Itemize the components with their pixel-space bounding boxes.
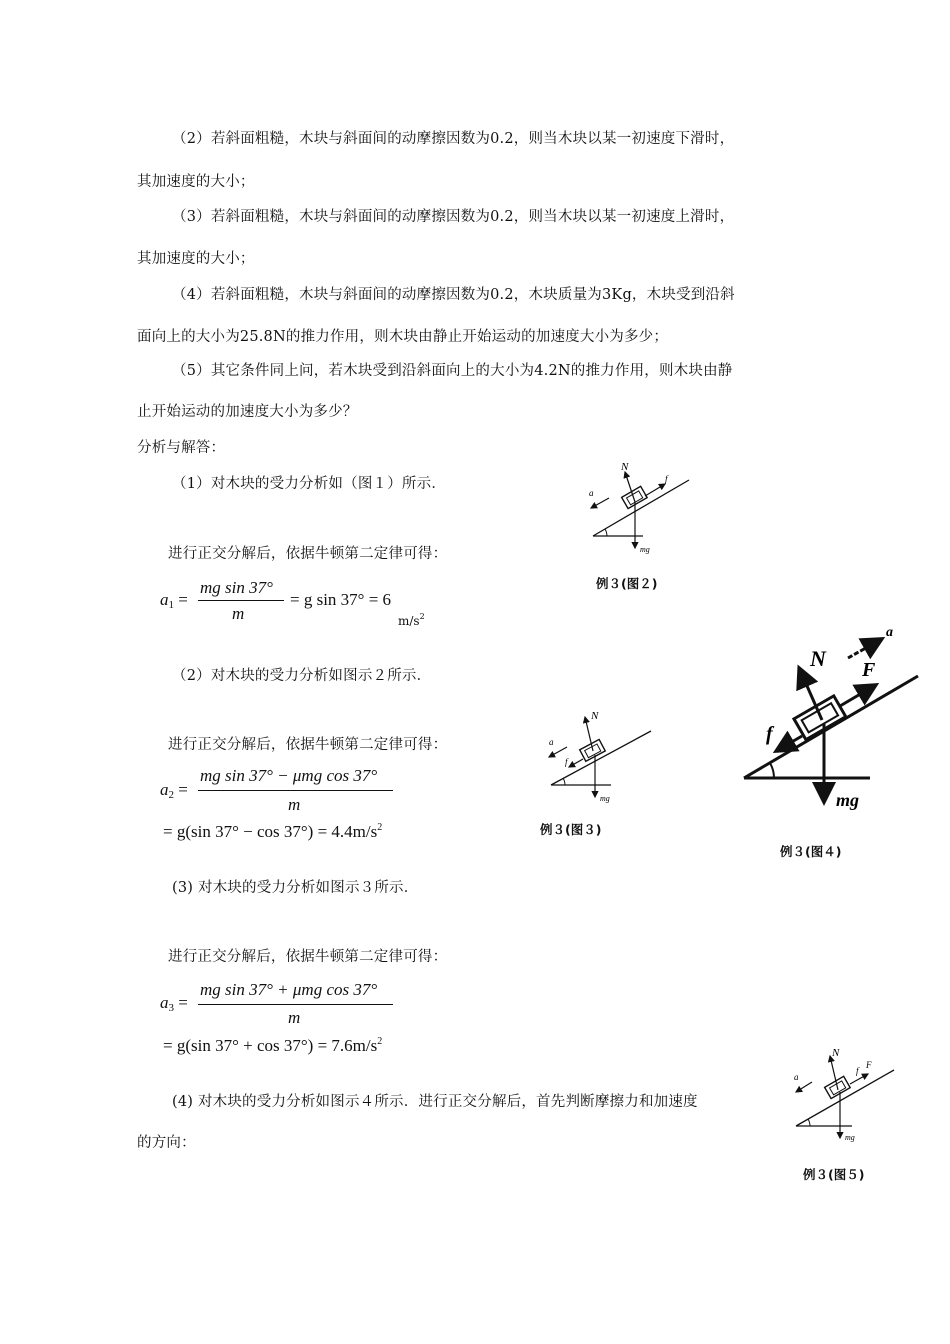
- figure-4-diagram: [740, 625, 930, 820]
- section-4-line2: 的方向：: [137, 1135, 196, 1151]
- analysis-heading: 分析与解答：: [137, 440, 226, 456]
- formula-a2-lhs: a: [160, 780, 169, 799]
- section-2-text: 进行正交分解后，依据牛顿第二定律可得：: [168, 737, 448, 753]
- formula-a3-sub: 3: [168, 1002, 174, 1014]
- figure-5-label-F: F: [866, 1060, 872, 1070]
- section-3-text: 进行正交分解后，依据牛顿第二定律可得：: [168, 949, 448, 965]
- figure-5-label-mg: mg: [845, 1133, 855, 1142]
- formula-a3-result-sup: 2: [377, 1036, 383, 1047]
- figure-3-diagram: [543, 705, 663, 805]
- formula-a1-sub: 1: [168, 599, 174, 611]
- formula-a1-unit: m/s: [398, 614, 420, 628]
- figure-2-label-N: N: [621, 461, 629, 473]
- section-2-intro: （2）对木块的受力分析如图示２所示．: [172, 668, 432, 684]
- figure-5-caption: 例３(图５): [803, 1167, 865, 1182]
- figure-3-label-f: f: [565, 757, 568, 767]
- figure-3-label-N: N: [591, 710, 599, 722]
- formula-a1-fraction-bar: [198, 600, 284, 601]
- figure-2-label-a: a: [589, 488, 594, 498]
- problem-2-line2: 其加速度的大小；: [137, 174, 255, 190]
- formula-a1-rhs: = g sin 37° = 6: [290, 590, 392, 609]
- figure-2-diagram: [585, 460, 705, 560]
- formula-a2-sub: 2: [168, 789, 174, 801]
- formula-a2-numerator: mg sin 37° − μmg cos 37°: [200, 766, 378, 785]
- figure-5-label-f: f: [856, 1066, 859, 1076]
- figure-2-label-f: f: [665, 474, 668, 484]
- formula-a1-lhs: a: [160, 590, 169, 609]
- figure-4-label-f: f: [766, 723, 773, 745]
- section-1-intro: （1）对木块的受力分析如（图１）所示．: [172, 476, 447, 492]
- figure-2-label-mg: mg: [640, 545, 650, 554]
- problem-2-line1: （2）若斜面粗糙，木块与斜面间的动摩擦因数为0.2，则当木块以某一初速度下滑时，: [172, 131, 735, 147]
- formula-a3-fraction-bar: [198, 1004, 393, 1005]
- figure-4-label-mg: mg: [836, 790, 860, 810]
- formula-a3-numerator: mg sin 37° + μmg cos 37°: [200, 980, 378, 999]
- formula-a1-denominator: m: [232, 604, 245, 623]
- figure-4-label-a: a: [886, 625, 893, 640]
- figure-3-caption: 例３(图３): [540, 822, 602, 837]
- figure-5-label-a: a: [794, 1072, 799, 1082]
- formula-a1-unit-sup: 2: [419, 612, 425, 621]
- formula-a2-fraction-bar: [198, 790, 393, 791]
- formula-a2-denominator: m: [288, 795, 301, 814]
- figure-3-label-mg: mg: [600, 794, 610, 803]
- formula-a1-numerator: mg sin 37°: [200, 578, 273, 597]
- problem-4-line2: 面向上的大小为25.8N的推力作用，则木块由静止开始运动的加速度大小为多少；: [137, 329, 669, 345]
- problem-5-line2: 止开始运动的加速度大小为多少？: [137, 404, 358, 420]
- formula-a3-result: = g(sin 37° + cos 37°) = 7.6m/s: [163, 1036, 378, 1055]
- section-3-intro: (3) 对木块的受力分析如图示３所示．: [172, 880, 419, 896]
- problem-4-line1: （4）若斜面粗糙，木块与斜面间的动摩擦因数为0.2，木块质量为3Kg，木块受到沿斜: [172, 287, 735, 303]
- section-1-text: 进行正交分解后，依据牛顿第二定律可得：: [168, 546, 448, 562]
- problem-5-line1: （5）其它条件同上问，若木块受到沿斜面向上的大小为4.2N的推力作用，则木块由静: [172, 363, 733, 379]
- figure-2-caption: 例３(图２): [596, 576, 658, 591]
- section-4-line1: (4) 对木块的受力分析如图示４所示．进行正交分解后，首先判断摩擦力和加速度: [172, 1094, 698, 1110]
- figure-5-label-N: N: [832, 1047, 840, 1059]
- formula-a2-result: = g(sin 37° − cos 37°) = 4.4m/s: [163, 822, 378, 841]
- problem-3-line2: 其加速度的大小；: [137, 251, 255, 267]
- formula-a3-denominator: m: [288, 1008, 301, 1027]
- figure-4-caption: 例３(图４): [780, 844, 842, 859]
- figure-3-label-a: a: [549, 737, 554, 747]
- formula-a2-result-sup: 2: [377, 822, 383, 833]
- figure-4-label-F: F: [862, 659, 876, 681]
- formula-a3-lhs: a: [160, 993, 169, 1012]
- figure-5-diagram: [790, 1046, 910, 1146]
- problem-3-line1: （3）若斜面粗糙，木块与斜面间的动摩擦因数为0.2，则当木块以某一初速度上滑时，: [172, 209, 735, 225]
- figure-4-label-N: N: [810, 646, 826, 671]
